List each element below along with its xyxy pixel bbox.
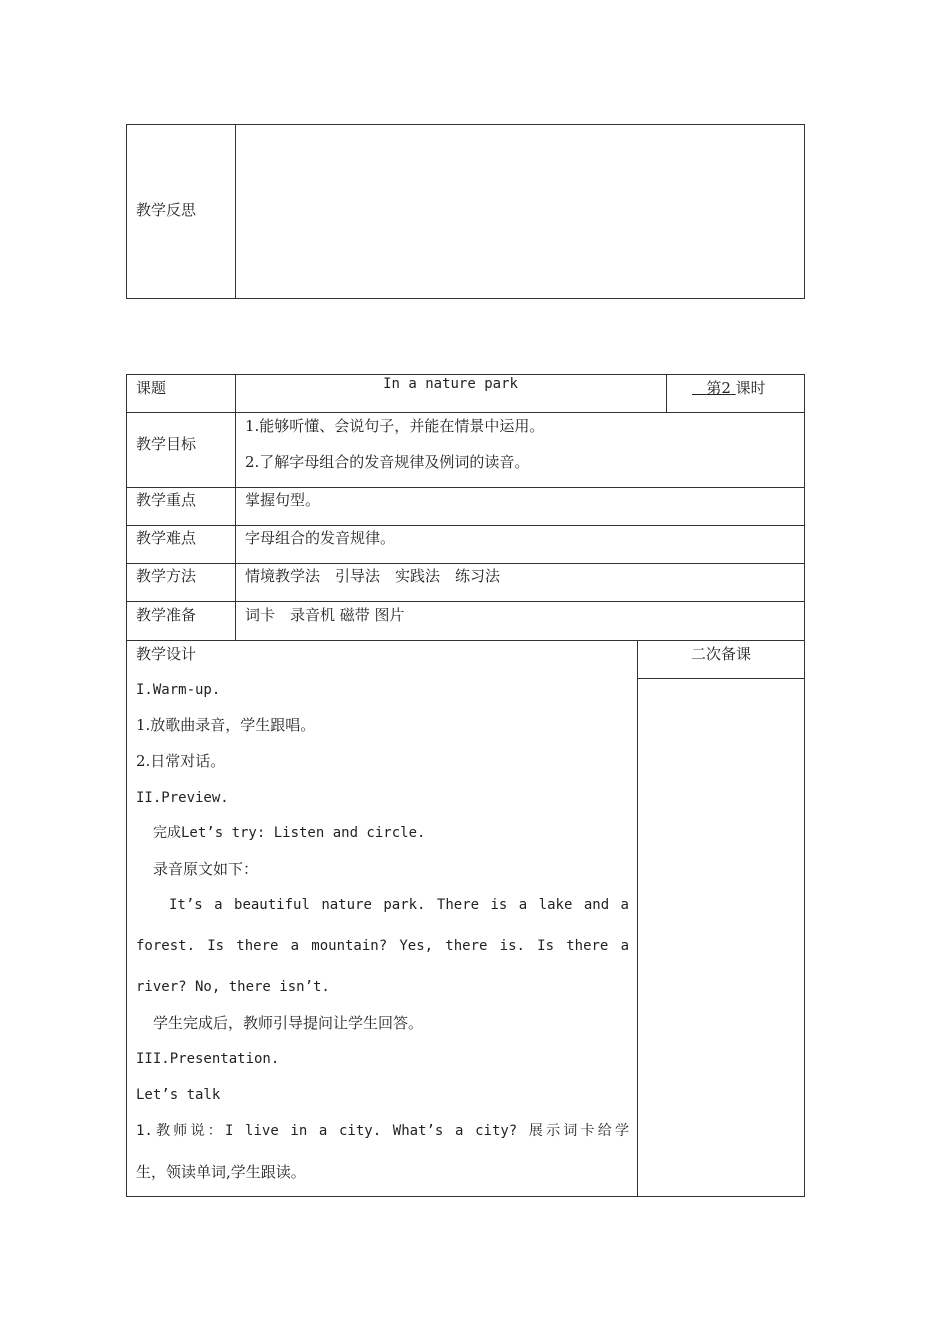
reflection-label: 教学反思 [136, 201, 197, 219]
prep-value: 词卡 录音机 磁带 图片 [245, 606, 405, 624]
key-value: 掌握句型。 [245, 491, 321, 509]
method-value: 情境教学法 引导法 实践法 练习法 [245, 567, 501, 585]
design-presentation: III.Presentation. [136, 1051, 280, 1067]
design-transcript-intro: 录音原文如下： [153, 860, 259, 878]
topic-label: 课题 [136, 379, 167, 397]
design-after-task: 学生完成后，教师引导提问让学生回答。 [153, 1014, 424, 1032]
difficulty-label: 教学难点 [136, 529, 197, 547]
reflection-table [126, 124, 805, 299]
design-transcript-2: forest. Is there a mountain? Yes, there is. Is there a [136, 938, 629, 954]
goals-label: 教学目标 [136, 435, 197, 453]
design-warmup-1: 1.放歌曲录音，学生跟唱。 [136, 716, 316, 734]
design-transcript-1: It’s a beautiful nature park. There is a lake and a [169, 897, 629, 913]
period-prefix: 第2 [706, 379, 731, 397]
lesson-plan-table [126, 374, 805, 1197]
reflection-divider [235, 124, 236, 299]
design-transcript-3: river? No, there isn’t. [136, 979, 330, 995]
design-label: 教学设计 [136, 645, 197, 663]
goal-item-1: 1.能够听懂、会说句子，并能在情景中运用。 [245, 417, 545, 435]
design-lets-talk: Let’s talk [136, 1087, 221, 1103]
difficulty-value: 字母组合的发音规律。 [245, 529, 396, 547]
prep-label: 教学准备 [136, 606, 197, 624]
key-label: 教学重点 [136, 491, 197, 509]
design-talk-1: 1.教师说：I live in a city. What’s a city? 展示词卡给学 [136, 1123, 629, 1139]
design-talk-2: 生，领读单词,学生跟读。 [136, 1163, 306, 1181]
design-preview: II.Preview. [136, 790, 229, 806]
goal-item-2: 2.了解字母组合的发音规律及例词的读音。 [245, 453, 530, 471]
method-label: 教学方法 [136, 567, 197, 585]
design-warmup: I.Warm-up. [136, 682, 221, 698]
topic-value: In a nature park [383, 376, 518, 392]
period-number: 2 [721, 379, 731, 397]
period-suffix: 课时 [735, 379, 766, 397]
period-cell [692, 379, 766, 397]
design-preview-task: 完成Let’s try: Listen and circle. [153, 825, 426, 841]
design-warmup-2: 2.日常对话。 [136, 752, 226, 770]
secondary-label: 二次备课 [690, 645, 751, 663]
